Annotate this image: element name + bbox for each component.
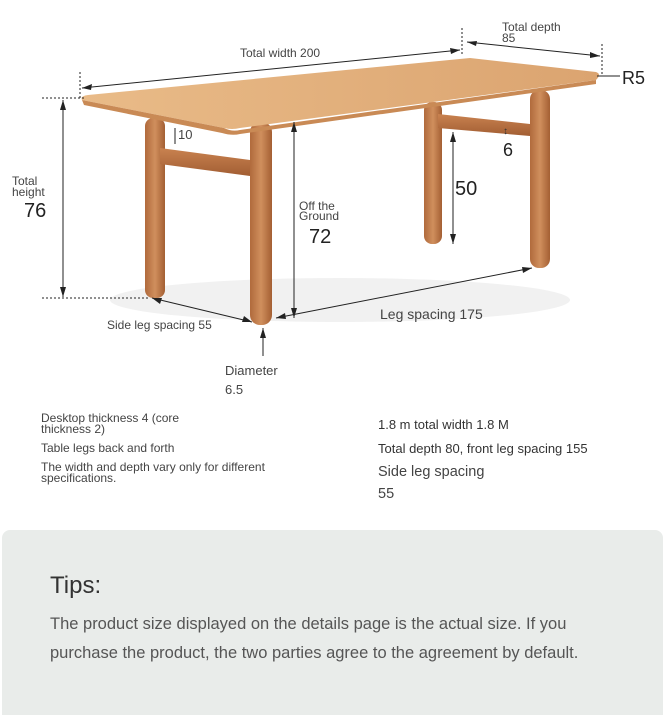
total-width-label: Total width 200 — [240, 46, 321, 60]
svg-text:↕: ↕ — [503, 126, 508, 137]
note-specifications: The width and depth vary only for different specifications. — [41, 460, 265, 485]
off-ground-label-2: Ground — [299, 209, 340, 223]
table-rail — [160, 148, 250, 176]
diameter-value: 6.5 — [225, 382, 244, 397]
table-rail — [438, 114, 530, 136]
table-leg — [530, 90, 550, 268]
table-leg — [250, 122, 272, 325]
tips-panel — [2, 530, 663, 715]
diameter-label: Diameter — [225, 363, 278, 378]
note-legs: Table legs back and forth — [41, 441, 175, 455]
side-leg-spacing-label: Side leg spacing 55 — [107, 318, 212, 332]
leg-spacing-label: Leg spacing 175 — [380, 306, 483, 322]
rail-to-ground-value: 50 — [455, 178, 478, 200]
table-leg — [145, 118, 165, 298]
spec-line-2: Total depth 80, front leg spacing 155 — [378, 441, 588, 456]
floor-shadow — [110, 278, 570, 322]
note-desktop-thickness: Desktop thickness 4 (core thickness 2) — [41, 411, 180, 436]
corner-radius-label: R5 — [622, 68, 646, 88]
total-depth-value: 85 — [502, 31, 516, 45]
total-height-label-2: height — [12, 185, 45, 199]
total-height-label-1: Total — [12, 174, 38, 188]
rail-thickness-value: 6 — [503, 140, 514, 160]
tips-body: The product size displayed on the details page is the actual size. If you purchase the product, the two parties agree to the agreement by default. — [50, 615, 579, 662]
off-ground-label-1: Off the — [299, 199, 335, 213]
total-depth-label: Total depth — [502, 20, 561, 34]
spec-line-4: 55 — [378, 486, 395, 502]
tips-title: Tips: — [50, 572, 102, 599]
total-height-value: 76 — [24, 200, 47, 222]
off-ground-value: 72 — [309, 226, 332, 248]
spec-line-1: 1.8 m total width 1.8 M — [378, 417, 509, 432]
rail-height-value: 10 — [178, 127, 193, 142]
spec-line-3: Side leg spacing — [378, 464, 485, 480]
